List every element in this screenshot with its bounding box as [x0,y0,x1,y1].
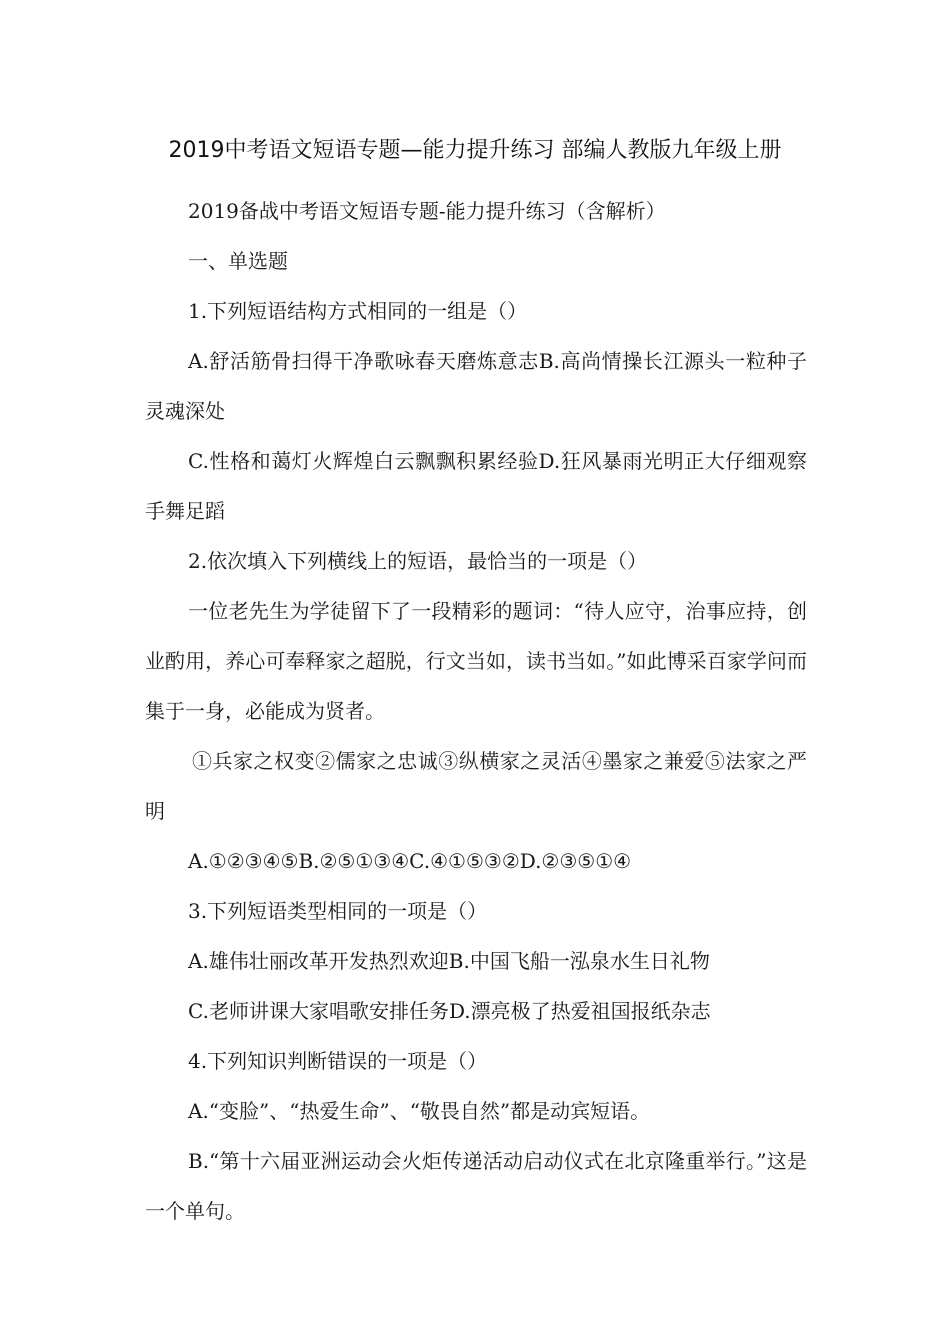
question-4: 4.下列知识判断错误的一项是（） [188,1049,488,1073]
section-heading: 一、单选题 [188,249,288,273]
question-3-options-ab: A.雄伟壮丽改革开发热烈欢迎B.中国飞船一泓泉水生日礼物 [188,949,710,973]
question-4-option-a: A.“变脸”、“热爱生命”、“敬畏自然”都是动宾短语。 [188,1099,651,1123]
question-2: 2.依次填入下列横线上的短语，最恰当的一项是（） [188,549,648,573]
question-2-options: A.①②③④⑤B.②⑤①③④C.④①⑤③②D.②③⑤①④ [188,849,632,873]
question-3: 3.下列短语类型相同的一项是（） [188,899,488,923]
question-3-options-cd: C.老师讲课大家唱歌安排任务D.漂亮极了热爱祖国报纸杂志 [188,999,711,1023]
question-1: 1.下列短语结构方式相同的一组是（） [188,299,528,323]
question-1-options-ab: A.舒活筋骨扫得干净歌咏春天磨炼意志B.高尚情操长江源头一粒种子灵魂深处 [145,349,807,423]
question-1-options-cd: C.性格和蔼灯火辉煌白云飘飘积累经验D.狂风暴雨光明正大仔细观察手舞足蹈 [145,449,807,523]
subtitle-paragraph: 2019备战中考语文短语专题-能力提升练习（含解析） [188,199,666,223]
document-body [145,186,807,1236]
question-2-passage: 一位老先生为学徒留下了一段精彩的题词：“待人应守，治事应持，创业酌用，养心可奉释家之超脱，行文当如，读书当如。”如此博采百家学问而集于一身，必能成为贤者。 [145,599,807,723]
question-2-choices: ①兵家之权变②儒家之忠诚③纵横家之灵活④墨家之兼爱⑤法家之严明 [145,749,807,823]
question-4-option-b: B.“第十六届亚洲运动会火炬传递活动启动仪式在北京隆重举行。”这是一个单句。 [145,1149,807,1223]
document-title: 2019中考语文短语专题—能力提升练习 部编人教版九年级上册 [168,138,782,163]
